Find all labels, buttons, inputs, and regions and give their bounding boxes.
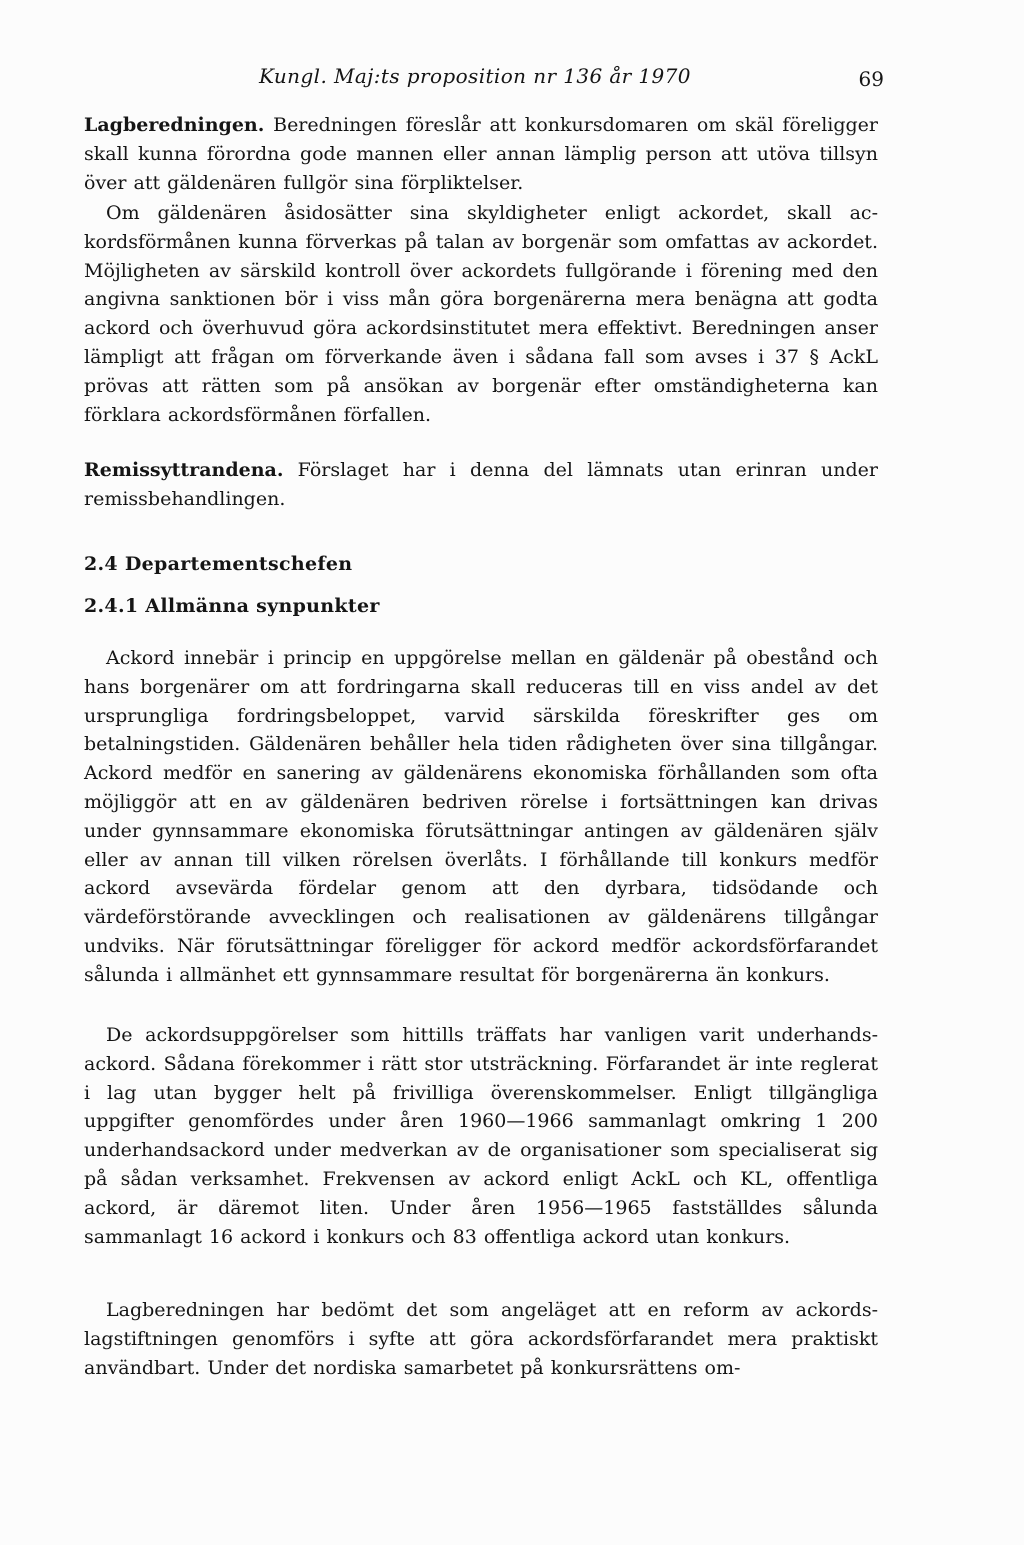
running-header <box>84 64 884 94</box>
paragraph-ackordsuppgorelser <box>84 1021 878 1251</box>
header-title: Kungl. Maj:ts proposition nr 136 år 1970 <box>259 64 691 88</box>
document-page <box>84 0 884 1545</box>
paragraph-text: Förslaget har i denna del lämnats utan erinran under remissbehandlingen. <box>84 459 878 510</box>
paragraph-text: Om gäldenären åsidosätter sina skyldigheter enligt ackordet, skall ackordsförmånen kunna förverkas på talan av borgenär som omfattas av ackordet. Möjligheten av särskild kontroll över ackordets fullgörande i förening med den angivna sanktionen bör i viss mån göra borgenärerna mera benägna att godta ackord och överhuvud göra ackordsinstitutet mera effektivt. Beredningen anser lämpligt att frågan om förverkande även i sådana fall som avses i 37 § AckL prövas att rätten som på ansökan av borgenär efter omständigheterna kan förklara ackordsförmånen förfallen. <box>84 202 878 426</box>
paragraph-text: De ackordsuppgörelser som hittills träffats har vanligen varit underhandsackord. Sådana förekommer i rätt stor utsträckning. Förfarandet är inte reglerat i lag utan bygger helt på frivilliga överenskommelser. Enligt tillgängliga uppgifter genomfördes under åren 1960—1966 sammanlagt omkring 1 200 underhandsackord under medverkan av de organisationer som specialiserat sig på sådan verksamhet. Frekvensen av ackord enligt AckL och KL, offentliga ackord, är däremot liten. Under åren 1956—1965 fastställdes sålunda sammanlagt 16 ackord i konkurs och 83 offentliga ackord utan konkurs. <box>84 1024 878 1248</box>
paragraph-lead: Remissyttrandena. <box>84 459 284 481</box>
subsection-heading: 2.4.1 Allmänna synpunkter <box>84 595 380 617</box>
paragraph-text: Ackord innebär i princip en uppgörelse mellan en gäldenär på obestånd och hans borgenärer om att fordringarna skall reduceras till en viss andel av det ursprungliga fordringsbeloppet, varvid särskilda föreskrifter ges om betalningstiden. Gäldenären behåller hela tiden rådigheten över sina tillgångar. Ackord medför en sanering av gäldenärens ekonomiska förhållanden som ofta möjliggör att en av gäldenären bedriven rörelse i fortsättningen kan drivas under gynnsammare ekonomiska förutsättningar antingen av gäldenären själv eller av annan till vilken rörelsen överlåts. I förhållande till konkurs medför ackord avsevärda fördelar genom att den dyrbara, tidsödande och värdeförstörande avvecklingen och realisationen av gäldenärens tillgångar undviks. När förutsättningar föreligger för ackord medför ackordsförfarandet sålunda i allmänhet ett gynnsammare resultat för borgenärerna än konkurs. <box>84 647 878 986</box>
page-number: 69 <box>858 67 884 91</box>
paragraph-lagberedningen <box>84 111 878 197</box>
paragraph-remissyttrandena <box>84 456 878 514</box>
paragraph-ackord-innebar <box>84 644 878 990</box>
paragraph-text: Lagberedningen har bedömt det som angeläget att en reform av ackordslagstiftningen genomförs i syfte att göra ackordsförfarandet mera praktiskt användbart. Under det nordiska samarbetet på konkursrättens om- <box>84 1299 878 1379</box>
paragraph-reform <box>84 1296 878 1382</box>
paragraph-forverkande <box>84 199 878 429</box>
paragraph-lead: Lagberedningen. <box>84 114 265 136</box>
paragraph-text: Beredningen föreslår att konkursdomaren om skäl föreligger skall kunna förordna gode mannen eller annan lämplig person att utöva tillsyn över att gäldenären fullgör sina förpliktelser. <box>84 114 878 194</box>
section-heading: 2.4 Departementschefen <box>84 553 353 575</box>
